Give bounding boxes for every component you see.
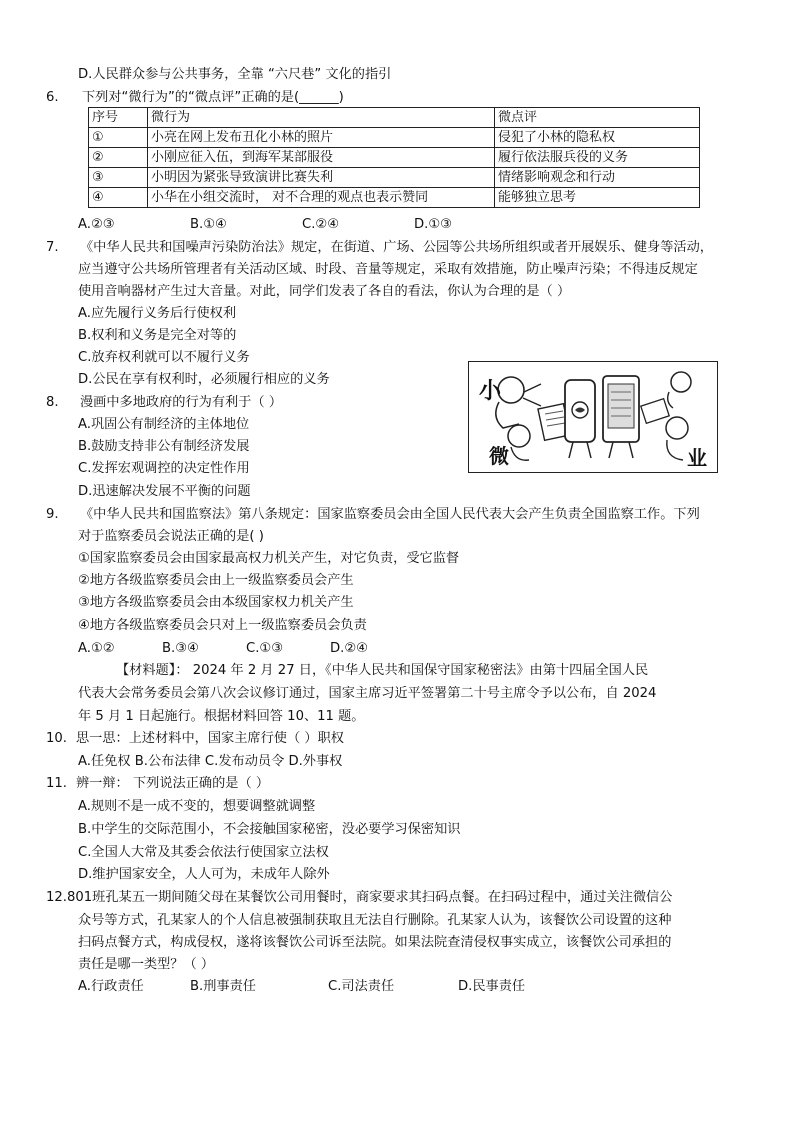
q11-option-c[interactable]: C.全国人大常及其委会依法行使国家立法权: [78, 845, 329, 860]
q6-option-a[interactable]: A.②③: [78, 217, 115, 232]
table-cell: ④: [89, 188, 148, 208]
q6-option-d[interactable]: D.①③: [414, 217, 452, 232]
q9-option-d[interactable]: D.②④: [330, 641, 368, 656]
q7-option-c[interactable]: C.放弃权利就可以不履行义务: [78, 350, 250, 365]
table-header-cell: 微行为: [148, 108, 495, 128]
table-cell: 履行依法服兵役的义务: [495, 148, 700, 168]
q6-options: [78, 216, 452, 234]
q7-option-a[interactable]: A.应先履行义务后行使权利: [78, 306, 237, 321]
q8-number: 8.: [46, 395, 59, 410]
comic-char-xiao: 小: [479, 378, 502, 404]
table-cell: 小刚应征入伍，到海军某部服役: [148, 148, 495, 168]
q12-stem-line: 众号等方式，孔某家人的个人信息被强制获取且无法自行删除。孔某家人认为，该餐饮公司设置的这种: [78, 913, 672, 928]
material-line: 年 5 月 1 日起施行。根据材料回答 10、11 题。: [78, 709, 365, 724]
q12-stem-line: 12.801班孔某五一期间随父母在某餐饮公司用餐时，商家要求其扫码点餐。在扫码过程中，通过关注微信公: [46, 890, 673, 905]
q9-number: 9.: [46, 507, 59, 522]
table-cell: 小明因为紧张导致演讲比赛失利: [148, 168, 495, 188]
q11-option-a[interactable]: A.规则不是一成不变的，想要调整就调整: [78, 799, 316, 814]
q7-number: 7.: [46, 240, 59, 255]
q7-option-d[interactable]: D.公民在享有权利时，必须履行相应的义务: [78, 372, 330, 387]
q7-stem-line: 使用音响器材产生过大音量。对此，同学们发表了各自的看法，你认为合理的是（ ）: [78, 284, 571, 299]
q8-option-a[interactable]: A.巩固公有制经济的主体地位: [78, 417, 250, 432]
table-cell: ②: [89, 148, 148, 168]
q10-options[interactable]: A.任免权 B.公布法律 C.发布动员令 D.外事权: [78, 754, 343, 769]
table-header-cell: 微点评: [495, 108, 700, 128]
table-row: [89, 148, 700, 168]
q6-table: [88, 107, 700, 208]
q11-number: 11.: [46, 776, 67, 791]
q12-option-d[interactable]: D.民事责任: [458, 979, 526, 994]
q9-item: ②地方各级监察委员会由上一级监察委员会产生: [78, 573, 354, 588]
q9-stem-line: 对于监察委员会说法正确的是( ): [78, 529, 264, 544]
q9-options: [78, 640, 368, 658]
q11-option-b[interactable]: B.中学生的交际范围小，不会接触国家秘密，没必要学习保密知识: [78, 822, 461, 837]
q9-option-c[interactable]: C.①③: [246, 641, 284, 656]
q9-item: ③地方各级监察委员会由本级国家权力机关产生: [78, 595, 354, 610]
table-cell: 情绪影响观念和行动: [495, 168, 700, 188]
table-cell: 能够独立思考: [495, 188, 700, 208]
q12-option-a[interactable]: A.行政责任: [78, 979, 144, 994]
table-cell: 小亮在网上发布丑化小林的照片: [148, 128, 495, 148]
q12-stem-line: 责任是哪一类型？（ ）: [78, 957, 215, 972]
q8-option-c[interactable]: C.发挥宏观调控的决定性作用: [78, 461, 250, 476]
q12-option-c[interactable]: C.司法责任: [328, 979, 395, 994]
table-cell: ①: [89, 128, 148, 148]
q6-stem: 下列对“微行为”的“微点评”正确的是(______): [82, 90, 344, 105]
table-row: [89, 188, 700, 208]
q11-stem: 辨一辩： 下列说法正确的是（ ）: [76, 776, 270, 791]
q8-option-d[interactable]: D.迅速解决发展不平衡的问题: [78, 484, 251, 499]
q7-stem-line: 应当遵守公共场所管理者有关活动区域、时段、音量等规定，采取有效措施，防止噪声污染；不得违反规定: [78, 262, 698, 277]
q8-option-b[interactable]: B.鼓励支持非公有制经济发展: [78, 439, 250, 454]
table-header-row: [89, 108, 700, 128]
q10-number: 10.: [46, 731, 67, 746]
q12-options: [78, 978, 525, 996]
table-cell: 侵犯了小林的隐私权: [495, 128, 700, 148]
q11-option-d[interactable]: D.维护国家安全，人人可为，未成年人除外: [78, 867, 330, 882]
q6-number: 6.: [46, 90, 59, 105]
table-header-cell: 序号: [89, 108, 148, 128]
q9-item: ①国家监察委员会由国家最高权力机关产生，对它负责，受它监督: [78, 551, 460, 566]
material-line: 【材料题】： 2024 年 2 月 27 日，《中华人民共和国保守国家秘密法》由第十四届全国人民: [116, 663, 649, 678]
q9-option-a[interactable]: A.①②: [78, 641, 115, 656]
table-cell: 小华在小组交流时， 对不合理的观点也表示赞同: [148, 188, 495, 208]
comic-char-ye: 业: [687, 446, 707, 470]
q9-stem-line: 《中华人民共和国监察法》第八条规定：国家监察委员会由全国人民代表大会产生负责全国监察工作。下列: [80, 507, 700, 522]
table-row: [89, 128, 700, 148]
material-line: 代表大会常务委员会第八次会议修订通过，国家主席习近平签署第二十号主席令予以公布，自 2024: [78, 686, 657, 701]
comic-illustration: [468, 361, 718, 473]
q5-option-d: D.人民群众参与公共事务，全靠 “六尺巷” 文化的指引: [78, 67, 392, 82]
q9-option-b[interactable]: B.③④: [162, 641, 199, 656]
q12-option-b[interactable]: B.刑事责任: [190, 979, 256, 994]
table-row: [89, 168, 700, 188]
q6-option-c[interactable]: C.②④: [302, 217, 340, 232]
q12-stem-line: 扫码点餐方式，构成侵权，遂将该餐饮公司诉至法院。如果法院查清侵权事实成立，该餐饮公司承担的: [78, 935, 672, 950]
q6-option-b[interactable]: B.①④: [190, 217, 227, 232]
q9-item: ④地方各级监察委员会只对上一级监察委员会负责: [78, 618, 367, 633]
q7-stem-line: 《中华人民共和国噪声污染防治法》规定，在街道、广场、公园等公共场所组织或者开展娱乐、健身等活动，: [80, 240, 713, 255]
q8-stem: 漫画中多地政府的行为有利于（ ）: [80, 395, 283, 410]
comic-char-wei: 微: [489, 444, 509, 468]
table-cell: ③: [89, 168, 148, 188]
q10-stem: 思一思：上述材料中，国家主席行使（ ）职权: [76, 731, 344, 746]
q7-option-b[interactable]: B.权利和义务是完全对等的: [78, 328, 237, 343]
